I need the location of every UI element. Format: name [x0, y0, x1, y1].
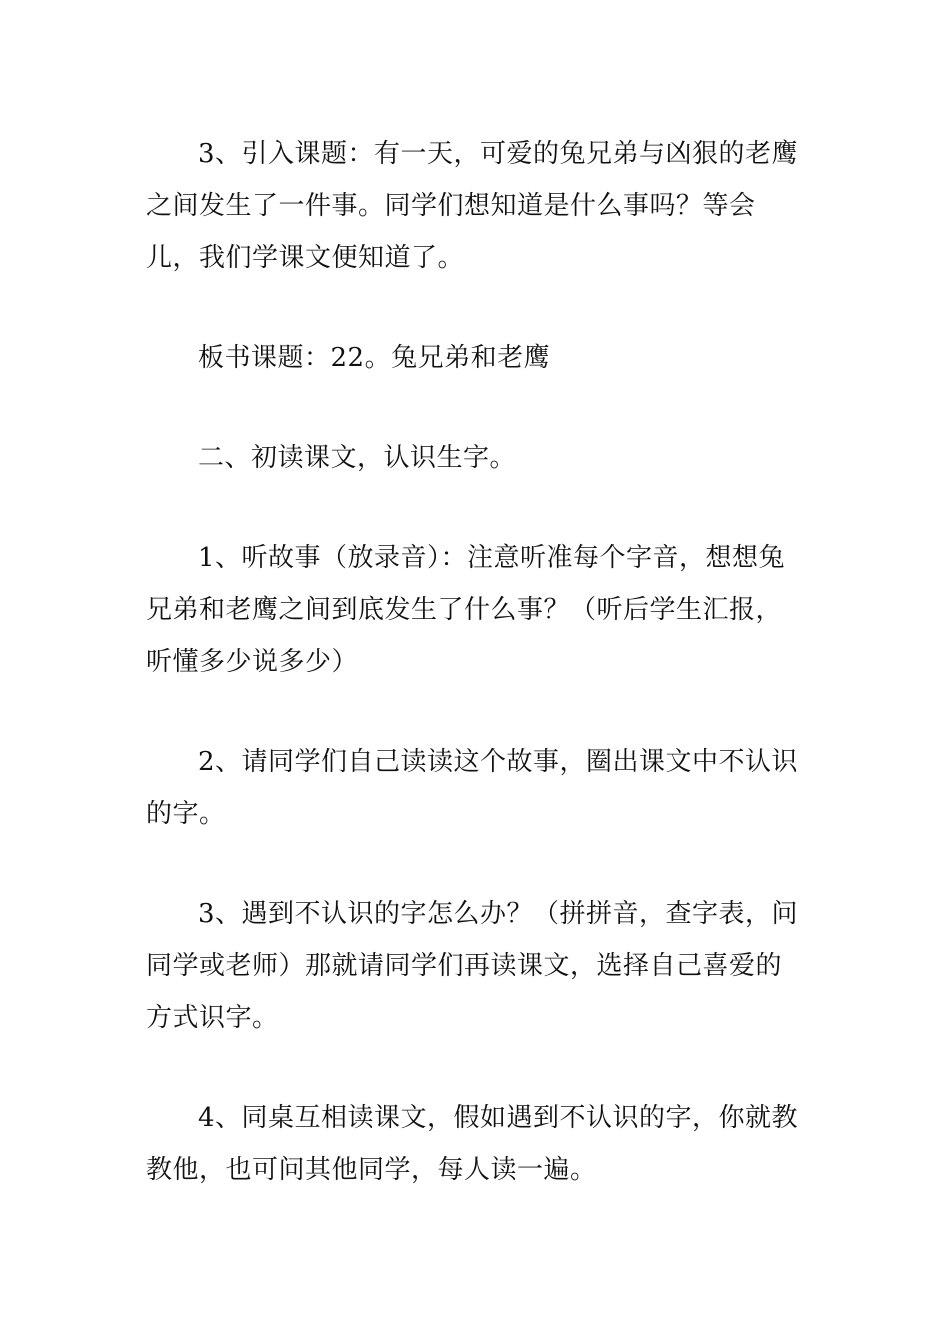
paragraph-board-title: 板书课题：22。兔兄弟和老鹰 [198, 343, 551, 373]
paragraph-intro-topic: 3、引入课题：有一天，可爱的兔兄弟与凶狠的老鹰之间发生了一件事。同学们想知道是什么事吗？等会儿，我们学课文便知道了。 [146, 139, 799, 273]
document-body [146, 128, 808, 1244]
paragraph-step-1: 1、听故事（放录音）：注意听准每个字音，想想兔兄弟和老鹰之间到底发生了什么事？（听后学生汇报，听懂多少说多少） [146, 543, 786, 677]
paragraph-section-heading: 二、初读课文，认识生字。 [198, 443, 517, 473]
paragraph-step-4: 4、同桌互相读课文，假如遇到不认识的字，你就教教他，也可问其他同学，每人读一遍。 [146, 1103, 799, 1185]
paragraph-step-2: 2、请同学们自己读读这个故事，圈出课文中不认识的字。 [146, 747, 799, 829]
paragraph-step-3: 3、遇到不认识的字怎么办？（拼拼音，查字表，问同学或老师）那就请同学们再读课文，选择自己喜爱的方式识字。 [146, 899, 799, 1033]
